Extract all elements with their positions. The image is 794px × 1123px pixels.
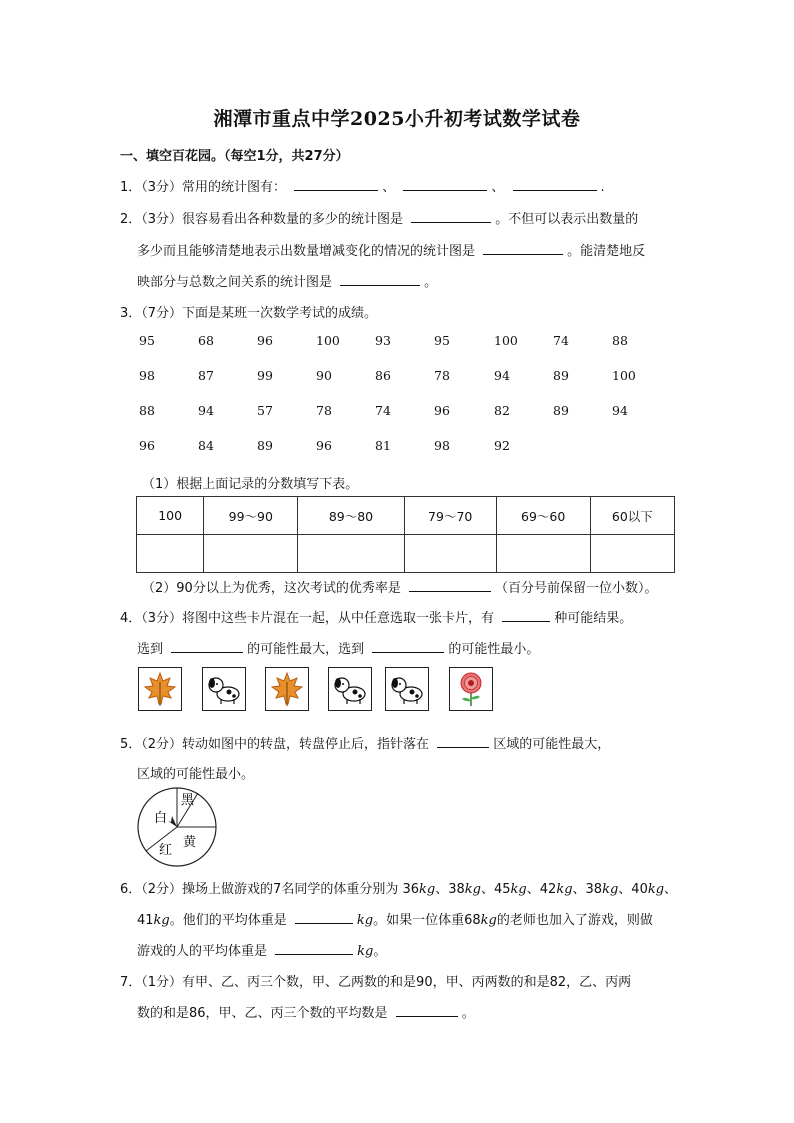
answer-blank[interactable] [409, 579, 491, 592]
question-number: 4． [120, 611, 142, 626]
unit: kg [356, 913, 374, 928]
question-6-line-2 [137, 909, 653, 928]
question-text: （2）90分以上为优秀，这次考试的优秀率是 [142, 581, 401, 596]
table-input-cell[interactable] [590, 535, 674, 573]
answer-blank[interactable] [372, 640, 444, 653]
question-text: 的可能性最小。 [448, 642, 540, 657]
score-value: 98 [139, 368, 155, 383]
maple-leaf-card [265, 667, 309, 711]
table-header-cell: 69～60 [496, 497, 590, 535]
question-text: 。能清楚地反 [567, 244, 646, 259]
question-text: （2分）转动如图中的转盘，转盘停止后，指针落在 [141, 737, 430, 752]
question-text: 的可能性最大，选到 [247, 642, 365, 657]
question-text: 。不但可以表示出数量的 [495, 212, 639, 227]
maple-leaf-icon [139, 668, 181, 710]
weight-value: 36 [402, 882, 420, 897]
question-text: （百分号前保留一位小数）。 [494, 581, 658, 596]
dog-icon [203, 668, 245, 710]
flower-icon [450, 668, 492, 710]
page-title: 湘潭市重点中学2025小升初考试数学试卷 [213, 108, 581, 130]
weight-value: 45 [494, 882, 511, 897]
question-3 [120, 302, 377, 321]
score-row [139, 438, 659, 473]
question-text: 映部分与总数之间关系的统计图是 [137, 275, 333, 290]
score-grid [139, 333, 659, 473]
frequency-table [136, 496, 675, 573]
unit: kg [480, 913, 497, 928]
unit: kg [419, 882, 436, 897]
score-value: 74 [375, 403, 391, 418]
table-row [137, 535, 675, 573]
question-text: （3分）常用的统计图有： [141, 180, 287, 195]
question-text: （1分）有甲、乙、丙三个数，甲、乙两数的和是90，甲、丙两数的和是82，乙、丙两 [141, 975, 632, 990]
dog-card [328, 667, 372, 711]
answer-blank[interactable] [403, 178, 487, 191]
question-4-line-2 [137, 638, 539, 657]
score-value: 95 [434, 333, 450, 348]
unit: kg [647, 882, 665, 897]
answer-blank[interactable] [294, 178, 378, 191]
answer-blank[interactable] [295, 911, 353, 924]
score-value: 96 [434, 403, 450, 418]
sector-label-red: 红 [159, 843, 173, 858]
score-value: 84 [198, 438, 214, 453]
answer-blank[interactable] [502, 609, 550, 622]
question-text: 。他们的平均体重是 [169, 913, 287, 928]
sub-question-2 [142, 577, 657, 596]
table-header-row [137, 497, 675, 535]
score-row [139, 368, 659, 403]
score-value: 78 [434, 368, 450, 383]
sector-label-black: 黑 [181, 793, 195, 808]
table-header-cell: 100 [137, 497, 204, 535]
score-value: 81 [375, 438, 391, 453]
score-value: 92 [494, 438, 510, 453]
answer-blank[interactable] [483, 242, 563, 255]
sector-label-white: 白 [154, 811, 168, 826]
table-header-cell: 79～70 [404, 497, 496, 535]
score-value: 87 [198, 368, 214, 383]
question-text: （3分）很容易看出各种数量的多少的统计图是 [141, 212, 404, 227]
question-6-line-3 [137, 940, 386, 959]
score-value: 89 [553, 368, 569, 383]
score-value: 98 [434, 438, 450, 453]
answer-blank[interactable] [396, 1004, 458, 1017]
score-value: 96 [139, 438, 155, 453]
table-header-cell: 99～90 [204, 497, 298, 535]
question-text: （2分）操场上做游戏的7名同学的体重分别为 [141, 882, 399, 897]
maple-leaf-icon [266, 668, 308, 710]
score-value: 96 [316, 438, 332, 453]
separator: 、 [491, 180, 505, 195]
question-number: 1． [120, 180, 142, 195]
unit: kg [357, 944, 374, 959]
answer-blank[interactable] [275, 942, 353, 955]
unit: kg [153, 913, 170, 928]
question-number: 7． [120, 975, 142, 990]
score-value: 86 [375, 368, 391, 383]
score-row [139, 403, 659, 438]
dog-card [202, 667, 246, 711]
table-header-cell: 60以下 [590, 497, 674, 535]
sector-label-yellow: 黄 [183, 835, 197, 850]
question-1 [120, 176, 605, 195]
score-value: 89 [553, 403, 569, 418]
score-value: 94 [494, 368, 510, 383]
question-7 [120, 971, 631, 990]
question-number: 3． [120, 306, 142, 321]
weight-value: 68 [464, 913, 481, 928]
score-value: 96 [257, 333, 273, 348]
question-2 [120, 208, 638, 227]
weight-value: 38 [585, 882, 603, 897]
score-row [139, 333, 659, 368]
sub-question-1: （1）根据上面记录的分数填写下表。 [142, 477, 359, 492]
score-value: 82 [494, 403, 510, 418]
score-value: 95 [139, 333, 155, 348]
score-value: 100 [612, 368, 636, 383]
score-value: 100 [494, 333, 518, 348]
unit: kg [556, 882, 573, 897]
question-text: 多少而且能够清楚地表示出数量增减变化的情况的统计图是 [137, 244, 476, 259]
section-heading: 一、填空百花园。（每空1分，共27分） [120, 149, 349, 164]
score-value: 99 [257, 368, 273, 383]
dog-card [385, 667, 429, 711]
maple-leaf-card [138, 667, 182, 711]
question-text: 。 [373, 944, 387, 959]
spinner-wheel [136, 786, 218, 872]
question-5-line-2: 区域的可能性最小。 [137, 767, 255, 782]
question-number: 5． [120, 737, 142, 752]
unit: kg [602, 882, 619, 897]
score-value: 74 [553, 333, 569, 348]
score-value: 90 [316, 368, 332, 383]
table-input-cell[interactable] [137, 535, 204, 573]
table-header-cell: 89～80 [298, 497, 404, 535]
table-input-cell[interactable] [298, 535, 404, 573]
score-value: 78 [316, 403, 332, 418]
question-6: 6．（2分）操场上做游戏的7名同学的体重分别为 36kg、38kg、45kg、42kg、38kg、40kg、 [120, 882, 678, 897]
question-text: 种可能结果。 [554, 611, 633, 626]
question-text: （3分）将图中这些卡片混在一起，从中任意选取一张卡片，有 [141, 611, 495, 626]
separator: 、 [382, 180, 396, 195]
table-input-cell[interactable] [404, 535, 496, 573]
question-text: 。 [424, 275, 438, 290]
answer-blank[interactable] [171, 640, 243, 653]
weight-value: 38 [448, 882, 465, 897]
question-text: 的老师也加入了游戏，则做 [496, 913, 653, 928]
weight-value: 40 [631, 882, 648, 897]
score-value: 57 [257, 403, 273, 418]
question-5 [120, 733, 610, 752]
unit: kg [510, 882, 527, 897]
table-input-cell[interactable] [204, 535, 298, 573]
end-mark: . [600, 180, 605, 195]
weight-value: 41 [137, 913, 154, 928]
question-text: 。如果一位体重 [373, 913, 465, 928]
answer-blank[interactable] [513, 178, 597, 191]
question-text: 区域的可能性最大， [493, 737, 611, 752]
question-text: 数的和是86，甲、乙、丙三个数的平均数是 [137, 1006, 388, 1021]
score-value: 100 [316, 333, 340, 348]
question-number: 6． [120, 882, 142, 897]
flower-card [449, 667, 493, 711]
question-7-line-2 [137, 1002, 475, 1021]
table-input-cell[interactable] [496, 535, 590, 573]
score-value: 68 [198, 333, 214, 348]
question-2-line-3 [137, 271, 437, 290]
question-text: 选到 [137, 642, 164, 657]
dog-icon [329, 668, 371, 710]
score-value: 88 [139, 403, 155, 418]
question-text: 游戏的人的平均体重是 [137, 944, 268, 959]
score-value: 88 [612, 333, 628, 348]
answer-blank[interactable] [411, 210, 491, 223]
score-value: 89 [257, 438, 273, 453]
score-value: 94 [198, 403, 214, 418]
question-2-line-2 [137, 240, 645, 259]
answer-blank[interactable] [437, 735, 489, 748]
question-number: 2． [120, 212, 142, 227]
score-value: 94 [612, 403, 628, 418]
weight-value: 42 [539, 882, 557, 897]
dog-icon [386, 668, 428, 710]
question-text: 。 [461, 1006, 475, 1021]
answer-blank[interactable] [340, 273, 420, 286]
score-value: 93 [375, 333, 391, 348]
question-text: （7分）下面是某班一次数学考试的成绩。 [141, 306, 378, 321]
unit: kg [464, 882, 481, 897]
question-4 [120, 607, 632, 626]
